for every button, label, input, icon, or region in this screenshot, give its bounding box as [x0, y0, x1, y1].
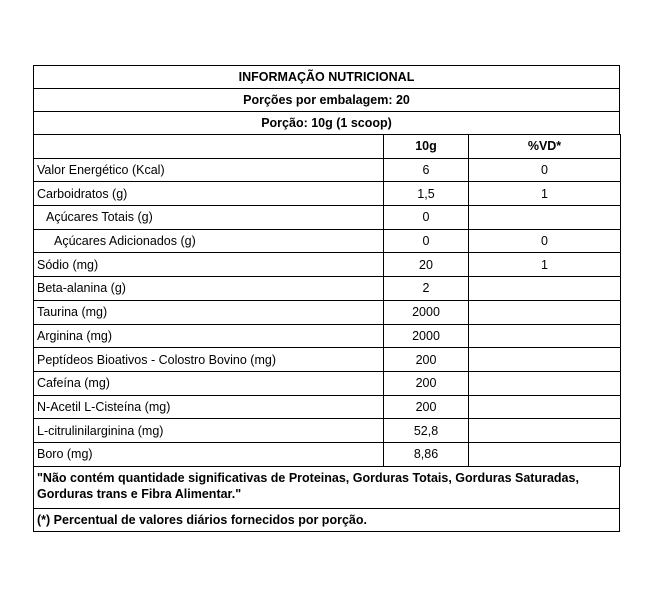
servings-per-package: Porções por embalagem: 20: [33, 88, 620, 111]
amount-cell: 52,8: [384, 419, 469, 443]
table-row: [34, 371, 621, 395]
daily-value-cell: [469, 277, 621, 301]
nutrient-name-cell: N-Acetil L-Cisteína (mg): [34, 395, 384, 419]
table-row: [34, 158, 621, 182]
nutrient-name-cell: Açúcares Adicionados (g): [34, 229, 384, 253]
table-title: INFORMAÇÃO NUTRICIONAL: [33, 65, 620, 88]
amount-cell: 20: [384, 253, 469, 277]
header-row: [34, 135, 621, 159]
daily-value-cell: [469, 324, 621, 348]
nutrient-name-cell: L-citrulinilarginina (mg): [34, 419, 384, 443]
daily-value-cell: 1: [469, 253, 621, 277]
nutrient-name-cell: Boro (mg): [34, 442, 384, 466]
table-row: [34, 253, 621, 277]
nutrient-name-cell: Beta-alanina (g): [34, 277, 384, 301]
nutrient-name-cell: Açúcares Totais (g): [34, 206, 384, 230]
amount-cell: 1,5: [384, 182, 469, 206]
serving-size: Porção: 10g (1 scoop): [33, 111, 620, 134]
daily-value-cell: [469, 371, 621, 395]
nutrient-name-cell: Arginina (mg): [34, 324, 384, 348]
amount-cell: 200: [384, 371, 469, 395]
header-amount-cell: 10g: [384, 135, 469, 159]
amount-cell: 2: [384, 277, 469, 301]
nutrient-name-cell: Peptídeos Bioativos - Colostro Bovino (mg): [34, 348, 384, 372]
footnote-daily-values: (*) Percentual de valores diários fornecidos por porção.: [33, 509, 620, 532]
header-name-cell: [34, 135, 384, 159]
amount-cell: 0: [384, 206, 469, 230]
daily-value-cell: [469, 395, 621, 419]
table-row: [34, 442, 621, 466]
amount-cell: 8,86: [384, 442, 469, 466]
amount-cell: 200: [384, 348, 469, 372]
amount-cell: 2000: [384, 324, 469, 348]
daily-value-cell: [469, 442, 621, 466]
daily-value-cell: [469, 419, 621, 443]
nutrient-name-cell: Taurina (mg): [34, 300, 384, 324]
table-row: [34, 348, 621, 372]
table-row: [34, 206, 621, 230]
nutrient-name-cell: Sódio (mg): [34, 253, 384, 277]
amount-cell: 2000: [384, 300, 469, 324]
nutrition-facts-panel: [33, 65, 620, 532]
amount-cell: 6: [384, 158, 469, 182]
amount-cell: 0: [384, 229, 469, 253]
table-row: [34, 419, 621, 443]
nutrient-name-cell: Carboidratos (g): [34, 182, 384, 206]
amount-cell: 200: [384, 395, 469, 419]
daily-value-cell: [469, 300, 621, 324]
header-dv-cell: %VD*: [469, 135, 621, 159]
table-row: [34, 300, 621, 324]
daily-value-cell: 0: [469, 229, 621, 253]
nutrient-name-cell: Cafeína (mg): [34, 371, 384, 395]
daily-value-cell: [469, 206, 621, 230]
nutrition-table: [33, 134, 621, 467]
daily-value-cell: [469, 348, 621, 372]
table-row: [34, 229, 621, 253]
table-row: [34, 395, 621, 419]
nutrient-name-cell: Valor Energético (Kcal): [34, 158, 384, 182]
daily-value-cell: 1: [469, 182, 621, 206]
footnote-not-significant: "Não contém quantidade significativas de Proteinas, Gorduras Totais, Gorduras Saturadas, Gorduras trans e Fibra Alimentar.": [33, 467, 620, 509]
table-row: [34, 182, 621, 206]
table-row: [34, 324, 621, 348]
daily-value-cell: 0: [469, 158, 621, 182]
table-row: [34, 277, 621, 301]
